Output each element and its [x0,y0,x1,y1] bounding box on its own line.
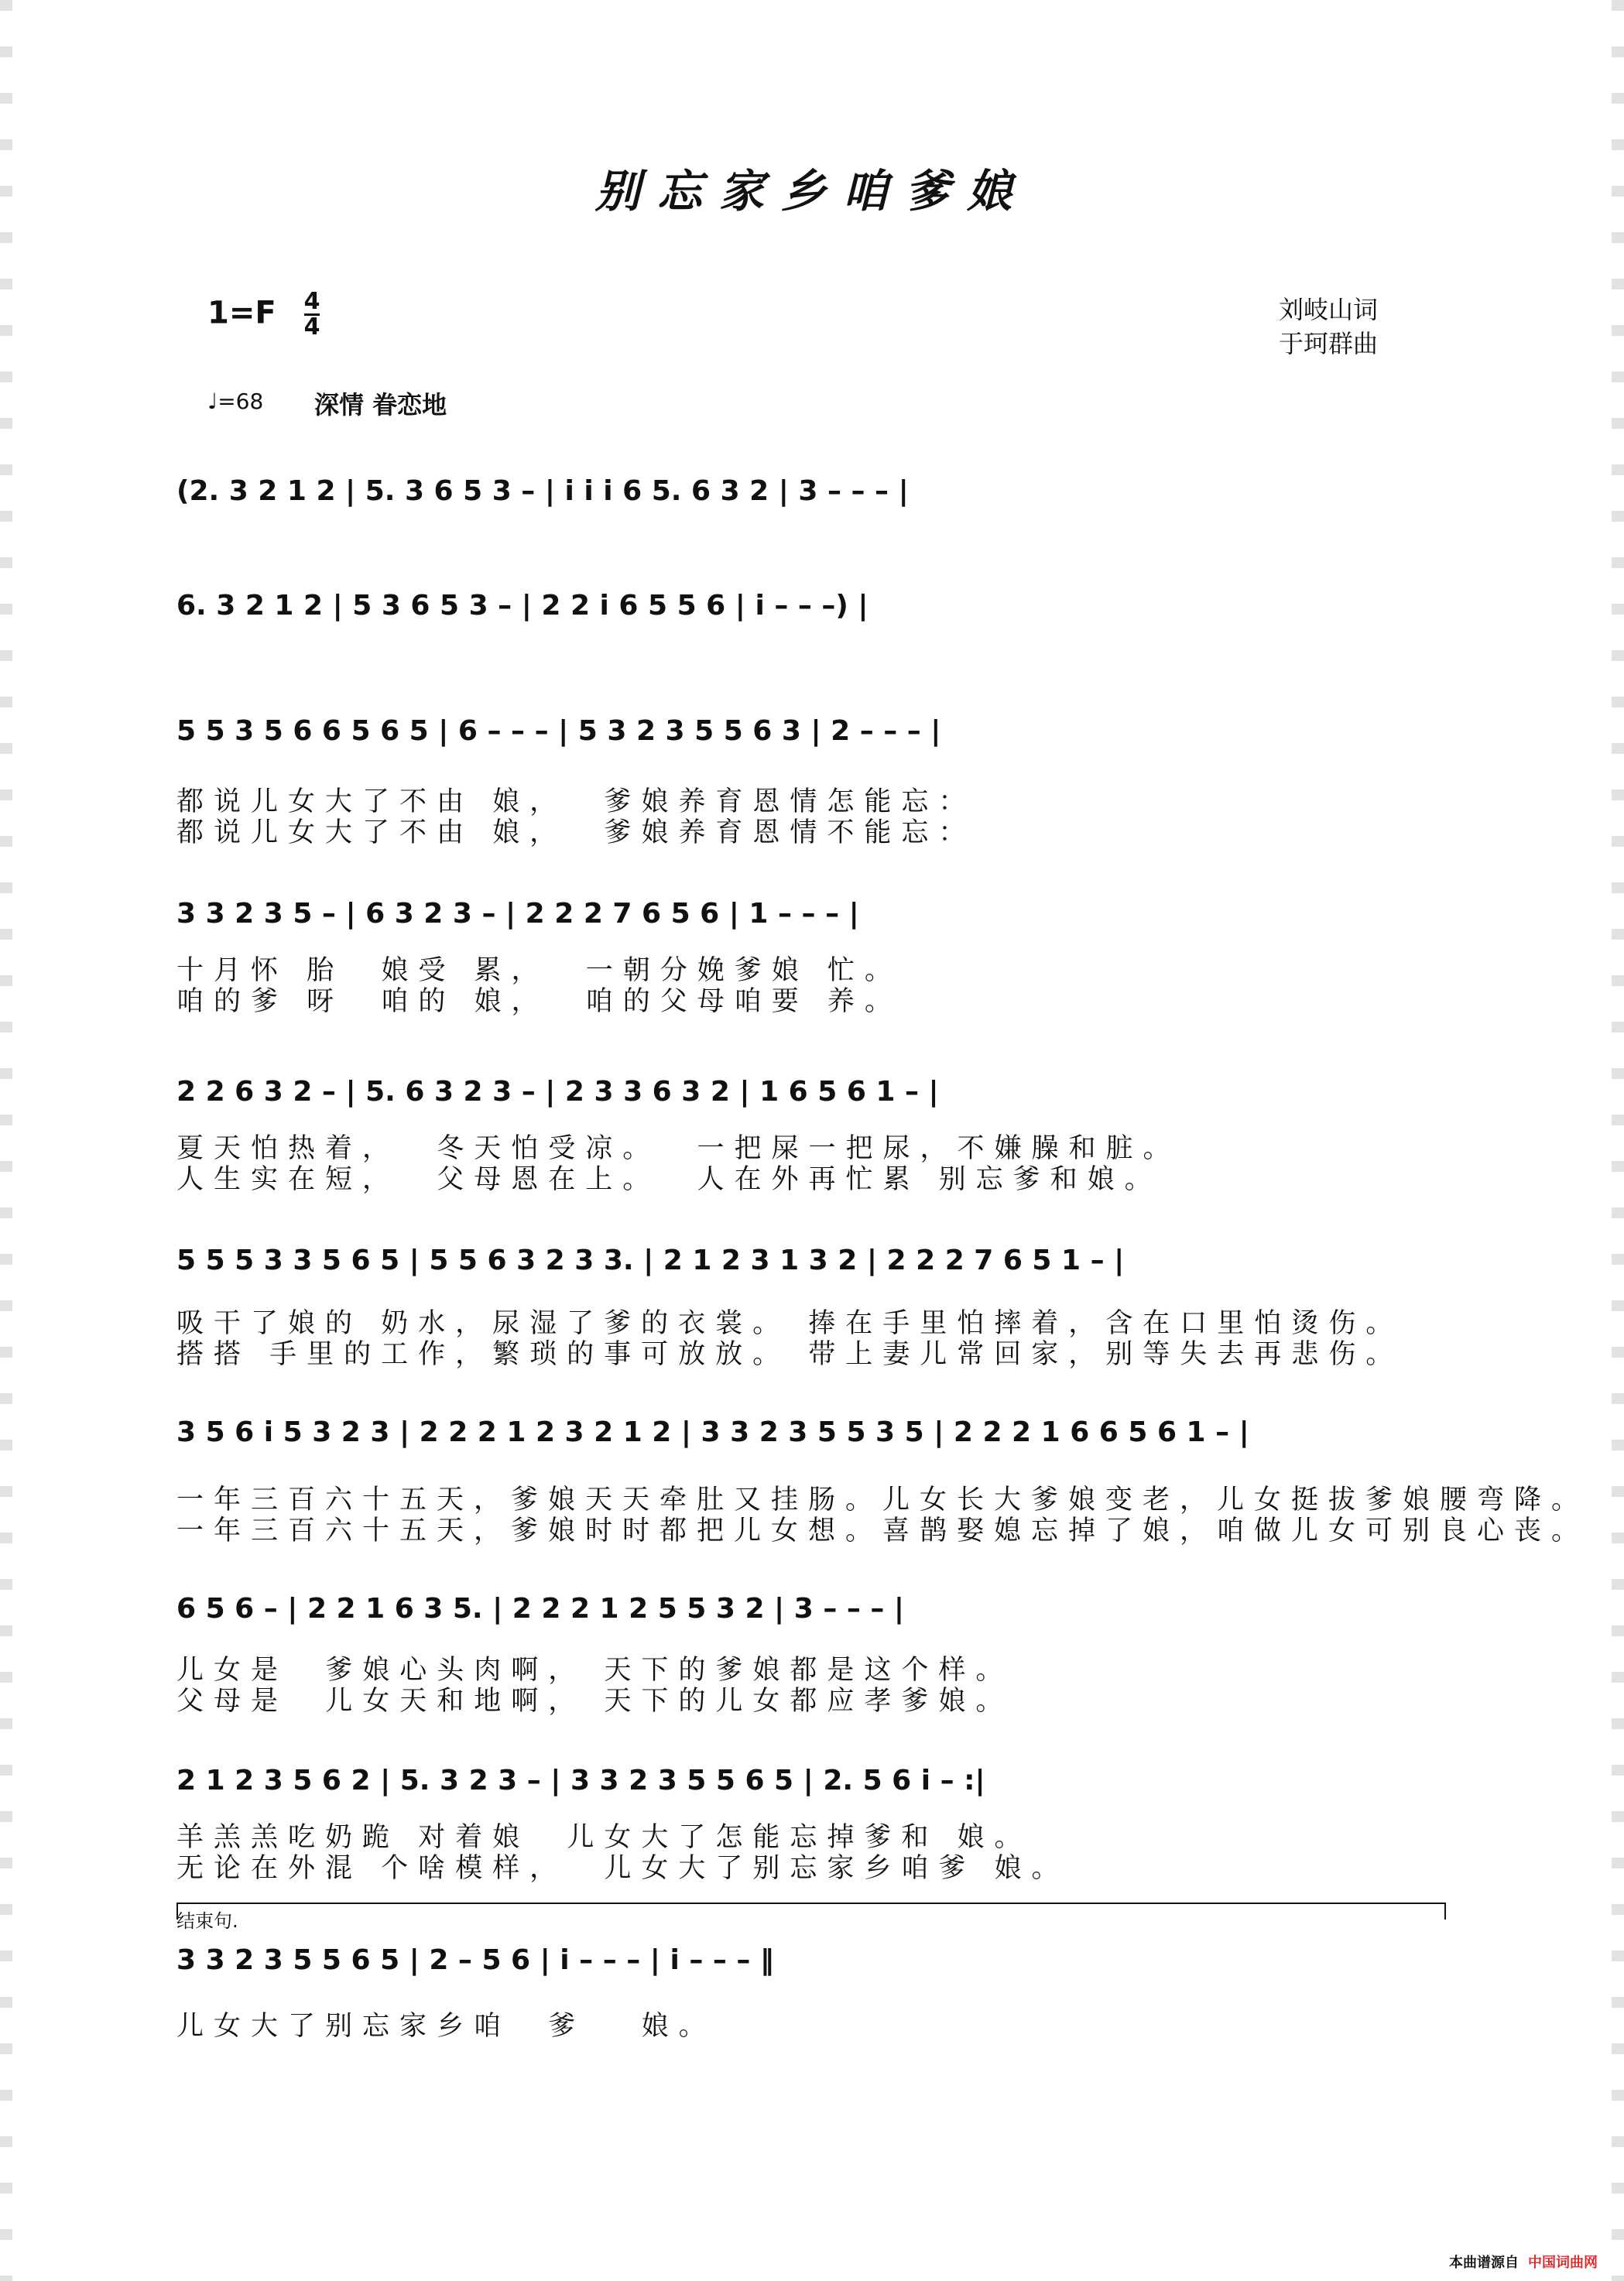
ending-bracket [176,1903,1446,1920]
time-signature-bottom: 4 [303,313,320,341]
notation-row: 6 5 6 – | 2 2 1 6 3 5. | 2 2 2 1 2 5 5 3 2 | 3 – – – | [176,1593,905,1625]
lyricist: 刘岐山词 [1279,295,1379,324]
lyric-line: 都说儿女大了不由 娘， 爹娘养育恩情怎能忘： [176,786,976,817]
lyric-line: 夏天怕热着， 冬天怕受凉。 一把屎一把尿，不嫌臊和脏。 [176,1133,1180,1164]
ending-label: 结束句. [176,1910,238,1932]
song-title: 别忘家乡咱爹娘 [594,165,1029,217]
notation-row: 2 2 6 3 2 – | 5. 6 3 2 3 – | 2 3 3 6 3 2 | 1 6 5 6 1 – | [176,1076,939,1108]
left-border-decoration [0,0,12,2281]
composer: 于珂群曲 [1279,329,1379,358]
lyric-line: 都说儿女大了不由 娘， 爹娘养育恩情不能忘： [176,817,976,848]
lyric-line: 儿女是 爹娘心头肉啊， 天下的爹娘都是这个样。 [176,1655,1013,1686]
notation-row: 6. 3 2 1 2 | 5 3 6 5 3 – | 2 2 i 6 5 5 6 | i – – –) | [176,590,869,622]
lyric-line: 吸干了娘的 奶水，尿湿了爹的衣裳。 捧在手里怕摔着，含在口里怕烫伤。 [176,1308,1403,1339]
time-signature [304,290,320,339]
notation-row: 2 1 2 3 5 6 2 | 5. 3 2 3 – | 3 3 2 3 5 5 6 5 | 2. 5 6 i – :| [176,1765,985,1796]
lyric-line: 一年三百六十五天，爹娘时时都把儿女想。喜鹊娶媳忘掉了娘，咱做儿女可别良心丧。 [176,1516,1589,1546]
lyric-line: 咱的爹 呀 咱的 娘， 咱的父母咱要 养。 [176,986,902,1017]
lyric-line: 十月怀 胎 娘受 累， 一朝分娩爹娘 忙。 [176,955,902,986]
lyric-line: 搭搭 手里的工作，繁琐的事可放放。 带上妻儿常回家，别等失去再悲伤。 [176,1339,1403,1370]
lyric-line: 羊羔羔吃奶跪 对着娘 儿女大了怎能忘掉爹和 娘。 [176,1822,1032,1853]
footer-site-link[interactable]: 中国词曲网 [1528,2255,1598,2271]
lyric-line: 父母是 儿女天和地啊， 天下的儿女都应孝爹娘。 [176,1686,1013,1717]
lyric-line: 一年三百六十五天，爹娘天天牵肚又挂肠。儿女长大爹娘变老，儿女挺拔爹娘腰弯降。 [176,1485,1589,1516]
notation-row: 3 5 6 i 5 3 2 3 | 2 2 2 1 2 3 2 1 2 | 3 3 2 3 5 5 3 5 | 2 2 2 1 6 6 5 6 1 – | [176,1416,1249,1448]
key-signature [207,290,320,339]
time-signature-top: 4 [303,288,320,315]
notation-row: 5 5 3 5 6 6 5 6 5 | 6 – – – | 5 3 2 3 5 5 6 3 | 2 – – – | [176,715,941,747]
credits [1279,293,1378,361]
notation-row: 5 5 5 3 3 5 6 5 | 5 5 6 3 2 3 3. | 2 1 2 3 1 3 2 | 2 2 2 7 6 5 1 – | [176,1245,1125,1276]
notation-row: 3 3 2 3 5 – | 6 3 2 3 – | 2 2 2 7 6 5 6 | 1 – – – | [176,898,859,930]
expression-marking: 深情 眷恋地 [314,390,447,420]
footer-source-label: 本曲谱源自 [1449,2255,1519,2271]
right-border-decoration [1612,0,1624,2281]
notation-row: (2. 3 2 1 2 | 5. 3 6 5 3 – | i i i 6 5. 6 3 2 | 3 – – – | [176,475,909,507]
lyric-line: 无论在外混 个啥模样， 儿女大了别忘家乡咱爹 娘。 [176,1853,1069,1884]
key-label: 1=F [207,295,276,331]
lyric-line: 儿女大了别忘家乡咱 爹 娘。 [176,2011,716,2042]
footer-source [1449,2252,1598,2272]
lyric-line: 人生实在短， 父母恩在上。 人在外再忙累 别忘爹和娘。 [176,1164,1162,1195]
tempo-marking: ♩=68 [207,389,264,414]
notation-row: 3 3 2 3 5 5 6 5 | 2 – 5 6 | i – – – | i – – – ‖ [176,1944,774,1976]
